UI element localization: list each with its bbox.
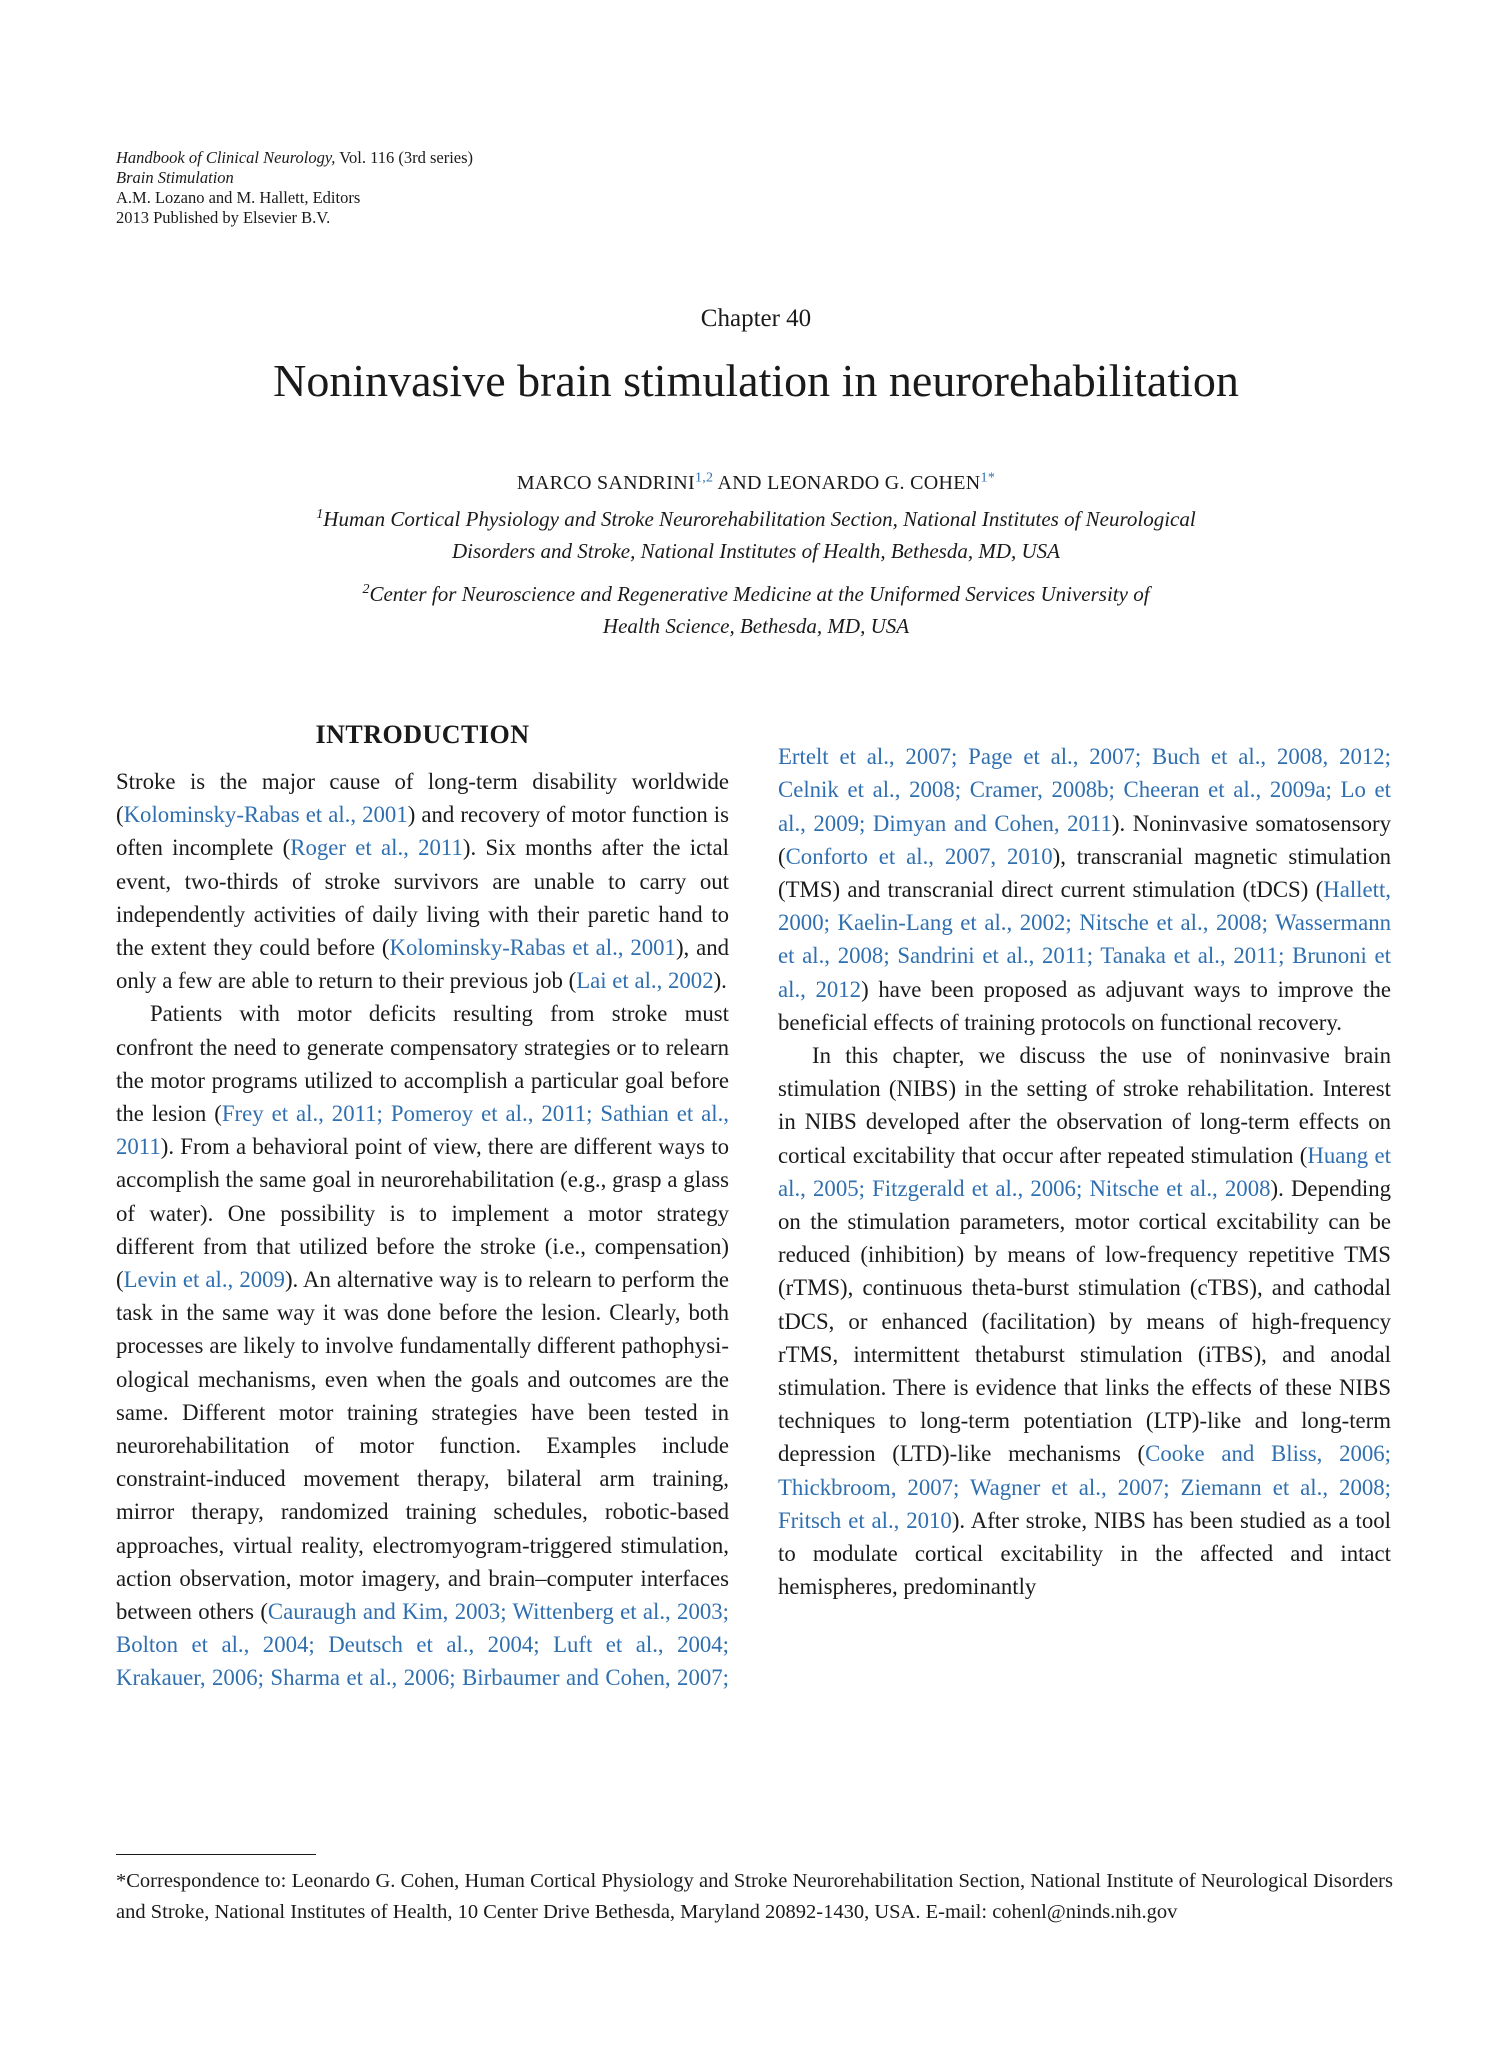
author-conjunction: AND: [713, 472, 768, 494]
affiliation-2: [0, 578, 1512, 642]
paragraph-text: ). Noninvasive somatosensory (: [778, 810, 1391, 869]
body-text-flow-continued: [778, 740, 1391, 1603]
citation-link[interactable]: Cooke and Bliss, 2006; Thickbroom, 2007; Wagner et al., 2007; Ziemann et al., 2008; Fritsch et al., 2010: [778, 1441, 1391, 1533]
citation-link[interactable]: Kolominsky-Rabas et al., 2001: [389, 935, 676, 961]
paragraph-text: ). Depending on the stimulation parameters, motor cortical excitability can be reduced (inhibition) by means of low-frequency repetitive TMS (rTMS), continuous theta-burst stimulation (cTBS), and cathodal tDCS, or enhanced (facilitation) by means of high-frequency rTMS, intermittent thetaburst stimulation (iTBS), and anodal stimulation. There is evidence that links the effects of these NIBS techniques to long-term potentiation (LTP)-like and long-term depression (LTD)-like mechanisms (: [778, 1175, 1391, 1467]
section-heading-introduction: INTRODUCTION: [315, 720, 530, 749]
author-1: MARCO SANDRINI: [516, 472, 695, 494]
paragraph-text: Patients with motor deficits resulting from stroke must confront the need to generate compensatory strategies or to relearn the motor programs utilized to accomplish a particular goal before the lesion (: [116, 1001, 729, 1127]
correspondence-footnote: *Correspondence to: Leonardo G. Cohen, Human Cortical Physiology and Stroke Neurorehabilitation Section, National Institute of Neurological Disorders and Stroke, National Institutes of Health, 10 Center Drive Bethesda, Maryland 20892-1430, USA. E-mail: cohenl@ninds.nih.gov: [116, 1870, 1393, 1923]
chapter-label: Chapter 40: [700, 305, 812, 332]
paragraph-text: ) have been proposed as adjuvant ways to improve the beneficial effects of training protocols on functional recovery.: [778, 976, 1391, 1035]
masthead: [116, 148, 716, 228]
paragraph-text: Stroke is the major cause of long-term disability worldwide (: [116, 769, 729, 828]
footnote-divider: [116, 1854, 316, 1855]
paragraph-text: ). After stroke, NIBS has been studied as a tool to modulate cortical excitability in the affected and intact hemispheres, predominantly: [778, 1507, 1391, 1600]
paragraph-text: ). Six months after the ictal event, two-thirds of stroke survivors are unable to carry out independently activities of daily living with their paretic hand to the extent they could before (: [116, 835, 729, 961]
publisher-line: 2013 Published by Elsevier B.V.: [116, 208, 331, 227]
series-line: [116, 148, 716, 168]
paragraph-text: ), and only a few are able to return to their previous job (: [116, 935, 729, 994]
author-2-affil-sup[interactable]: 1: [980, 470, 988, 486]
citation-link[interactable]: Lai et al., 2002: [576, 968, 714, 994]
affiliation-1-number: 1: [316, 507, 324, 522]
paragraph-2-continued: [778, 740, 1391, 1039]
affiliation-2-line-2: Health Science, Bethesda, MD, USA: [602, 614, 910, 638]
body-text-flow: [116, 765, 729, 1695]
citation-link[interactable]: Roger et al., 2011: [290, 835, 463, 861]
body-column-left: [116, 765, 729, 1695]
paragraph-text: ) and recovery of motor function is often incomplete (: [116, 802, 729, 861]
affiliation-1-line-1: $^1$Human Cortical Physiology and Stroke Neurorehabilitation Section, National Institutes of Neurological: [316, 507, 1196, 531]
book-title: Brain Stimulation: [116, 168, 234, 187]
paragraph-text: ).: [713, 968, 727, 994]
author-2: LEONARDO G. COHEN: [767, 472, 981, 494]
citation-link[interactable]: Frey et al., 2011; Pomeroy et al., 2011; Sathian et al., 2011: [116, 1101, 729, 1160]
author-line: [0, 472, 1512, 495]
paragraph-text: In this chapter, we discuss the use of noninvasive brain stimulation (NIBS) in the setting of stroke rehabilitation. Interest in NIBS developed after the observation of long-term effects on cortical excitability that occur after repeated stimulation (: [778, 1042, 1391, 1168]
paragraph-text: ). An alternative way is to relearn to perform the task in the same way it was done before the lesion. Clearly, both processes are likely to involve fundamentally different pathophysiological mechanisms, even when the goals and outcomes are the same. Different motor training strategies have been tested in neurorehabilitation of motor function. Examples include constraint-induced movement therapy, bilateral arm training, mirror therapy, randomized training schedules, robotic-based approaches, virtual reality, electromyogram-triggered stimulation, action observation, motor imagery, and brain–computer interfaces between others (: [116, 1267, 729, 1625]
correspondence-mark[interactable]: *: [987, 470, 996, 486]
paragraph-text: ), transcranial magnetic stimulation (TMS) and transcranial direct current stimulation (tDCS) (: [778, 843, 1391, 902]
citation-link[interactable]: Cauraugh and Kim, 2003; Wittenberg et al., 2003; Bolton et al., 2004; Deutsch et al., 2004; Luft et al., 2004; Krakauer, 2006; Sharma et al., 2006; Birbaumer and Cohen, 2007;: [116, 1599, 729, 1691]
affiliation-1-line-2: Disorders and Stroke, National Institutes of Health, Bethesda, MD, USA: [452, 539, 1060, 563]
affiliation-2-line-1: $^2$Center for Neuroscience and Regenerative Medicine at the Uniformed Services University of: [362, 582, 1150, 606]
paragraph-3-continued: [778, 1039, 1391, 1603]
citation-link[interactable]: Ertelt et al., 2007; Page et al., 2007; Buch et al., 2008, 2012; Celnik et al., 2008; Cramer, 2008b; Cheeran et al., 2009a; Lo et al., 2009; Dimyan and Cohen, 2011: [778, 744, 1391, 836]
citation-link[interactable]: Hallett, 2000; Kaelin-Lang et al., 2002; Nitsche et al., 2008; Wassermann et al., 2008; Sandrini et al., 2011; Tanaka et al., 2011; Brunoni et al., 2012: [778, 876, 1391, 1002]
paragraph-2: [116, 997, 729, 1694]
citation-link[interactable]: Huang et al., 2005; Fitzgerald et al., 2006; Nitsche et al., 2008: [778, 1142, 1391, 1201]
citation-link[interactable]: Levin et al., 2009: [123, 1267, 285, 1293]
paragraph-1: [116, 765, 729, 997]
editors-line: A.M. Lozano and M. Hallett, Editors: [116, 188, 361, 207]
chapter-title: Noninvasive brain stimulation in neurorehabilitation: [273, 355, 1239, 406]
author-1-affil-sup[interactable]: 1,2: [694, 470, 714, 486]
paragraph-text: ). From a behavioral point of view, there are different ways to accomplish the same goal in neurorehabilitation (e.g., grasp a glass of water). One possibility is to implement a motor strategy different from that utilized before the stroke (i.e., compensation) (: [116, 1134, 729, 1293]
citation-link[interactable]: Kolominsky-Rabas et al., 2001: [123, 802, 408, 828]
citation-link[interactable]: Conforto et al., 2007, 2010: [785, 843, 1053, 869]
affiliation-2-number: 2: [362, 582, 370, 597]
affiliation-1: [0, 503, 1512, 567]
series-title: Handbook of Clinical Neurology,: [116, 148, 336, 167]
volume-info: Vol. 116 (3rd series): [335, 148, 474, 167]
body-column-right: [778, 740, 1391, 1740]
